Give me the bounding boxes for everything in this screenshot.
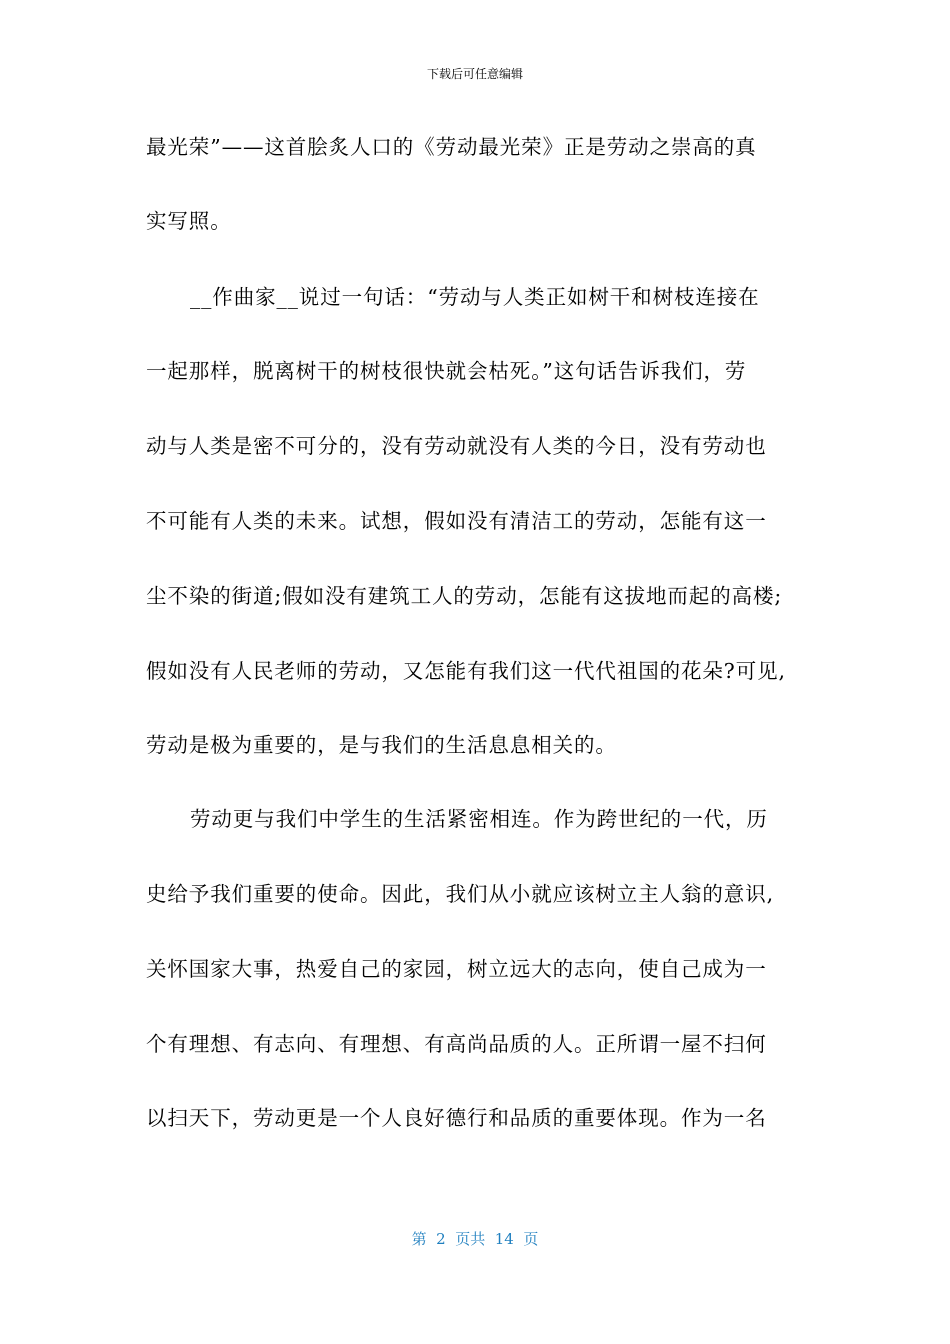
text-line: 最光荣”——这首脍炙人口的《劳动最光荣》正是劳动之崇高的真 — [146, 135, 757, 159]
text-line: 动与人类是密不可分的，没有劳动就没有人类的今日，没有劳动也 — [146, 434, 767, 458]
text-line: 假如没有人民老师的劳动，又怎能有我们这一代代祖国的花朵?可见, — [146, 659, 786, 683]
text-line: 一起那样，脱离树干的树枝很快就会枯死。”这句话告诉我们，劳 — [146, 359, 747, 383]
text-line: 劳动是极为重要的，是与我们的生活息息相关的。 — [146, 733, 617, 757]
text-line: 个有理想、有志向、有理想、有高尚品质的人。正所谓一屋不扫何 — [146, 1032, 767, 1056]
text-line: 关怀国家大事，热爱自己的家园，树立远大的志向，使自己成为一 — [146, 957, 767, 981]
text-line: 实写照。 — [146, 209, 232, 233]
paragraph-start-line: 劳动更与我们中学生的生活紧密相连。作为跨世纪的一代，历 — [190, 807, 768, 831]
page-header-note: 下载后可任意编辑 — [426, 67, 523, 81]
text-line: 尘不染的街道;假如没有建筑工人的劳动，怎能有这拔地而起的高楼; — [146, 584, 783, 608]
page-number-footer: 第 2 页共 14 页 — [411, 1230, 539, 1248]
text-line: 史给予我们重要的使命。因此，我们从小就应该树立主人翁的意识, — [146, 882, 775, 906]
text-line: 不可能有人类的未来。试想，假如没有清洁工的劳动，怎能有这一 — [146, 509, 767, 533]
paragraph-start-line: __作曲家__说过一句话：“劳动与人类正如树干和树枝连接在 — [190, 285, 760, 309]
text-line: 以扫天下，劳动更是一个人良好德行和品质的重要体现。作为一名 — [146, 1106, 767, 1130]
